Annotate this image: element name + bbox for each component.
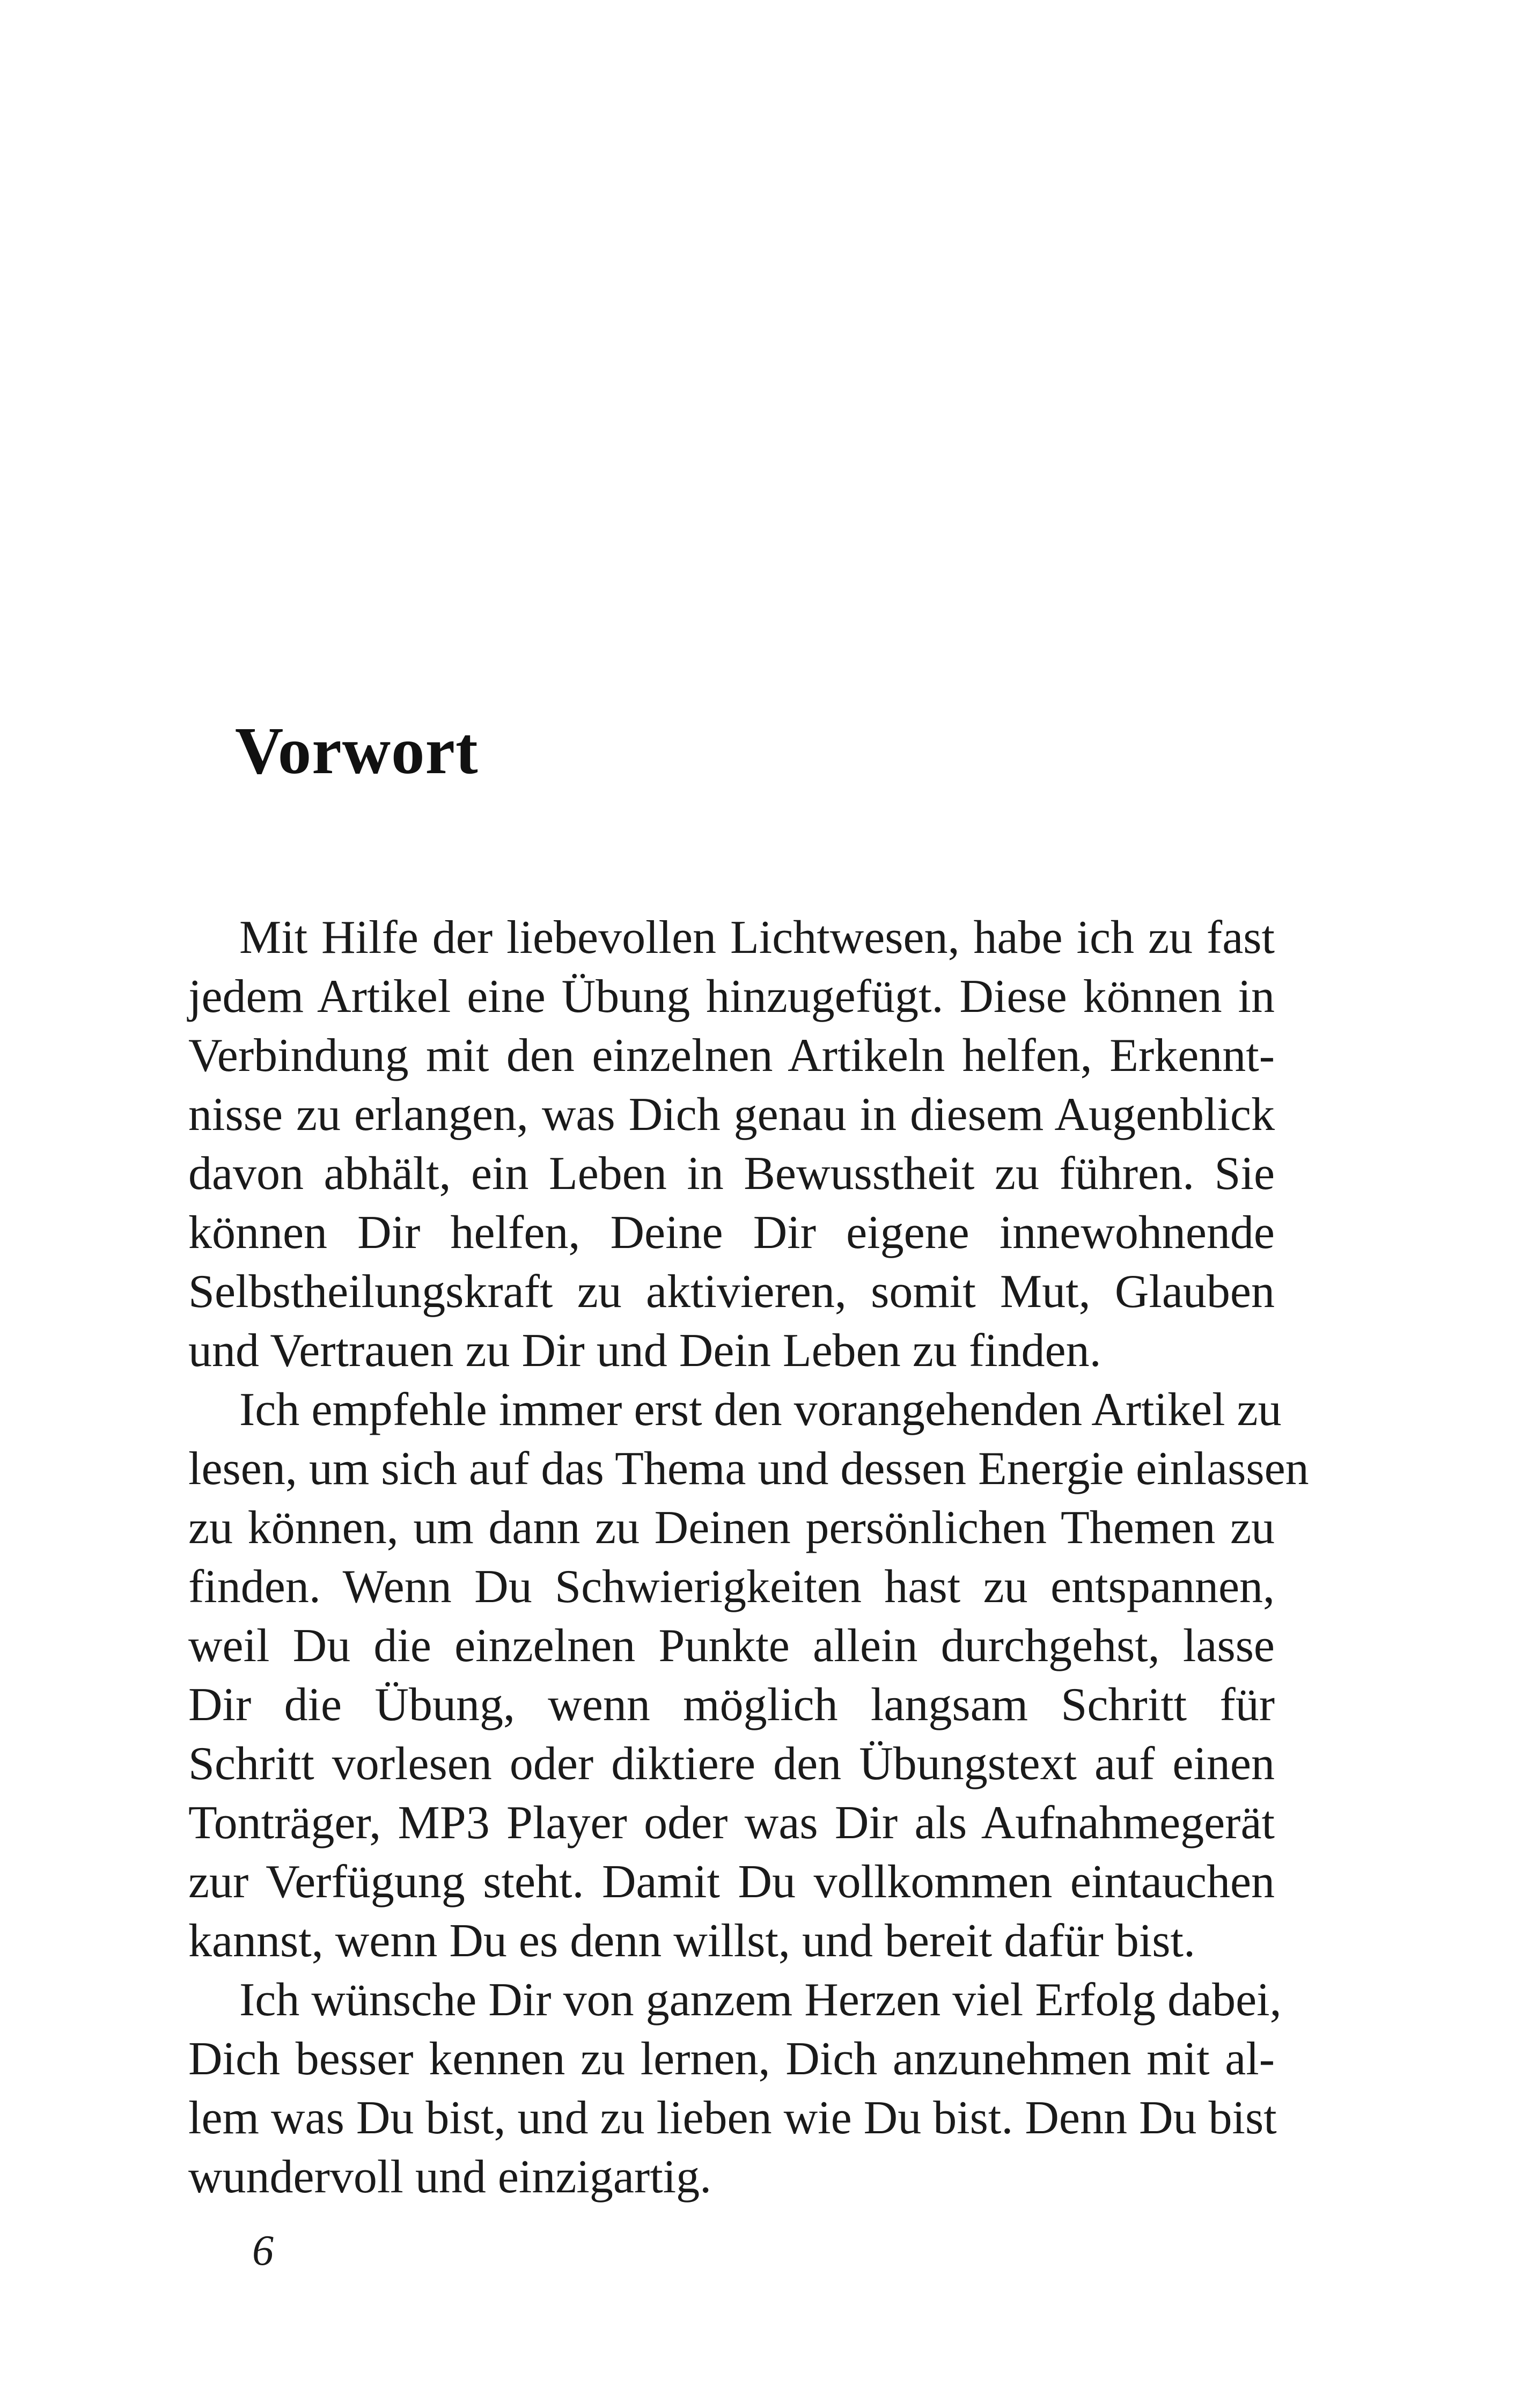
paragraph-line: Schritt vorlesen oder diktiere den Übungstext auf einen bbox=[188, 1738, 1275, 1790]
paragraph-line: zu können, um dann zu Deinen persönlichen Themen zu bbox=[188, 1502, 1275, 1554]
paragraph-line: zur Verfügung steht. Damit Du vollkommen eintauchen bbox=[188, 1856, 1275, 1908]
paragraph-line: Tonträger, MP3 Player oder was Dir als Aufnahmegerät bbox=[188, 1797, 1275, 1849]
paragraph-line: davon abhält, ein Leben in Bewusstheit zu führen. Sie bbox=[188, 1148, 1275, 1200]
paragraph-line: können Dir helfen, Deine Dir eigene innewohnende bbox=[188, 1207, 1275, 1259]
paragraph-line: Dich besser kennen zu lernen, Dich anzunehmen mit al- bbox=[188, 2033, 1275, 2085]
paragraph-line: Mit Hilfe der liebevollen Lichtwesen, habe ich zu fast bbox=[239, 912, 1275, 964]
paragraph-line: finden. Wenn Du Schwierigkeiten hast zu entspannen, bbox=[188, 1561, 1275, 1613]
chapter-title: Vorwort bbox=[235, 714, 479, 788]
paragraph-line: Verbindung mit den einzelnen Artikeln helfen, Erkennt- bbox=[188, 1030, 1275, 1082]
paragraph-line: lem was Du bist, und zu lieben wie Du bist. Denn Du bist bbox=[188, 2092, 1277, 2144]
paragraph-line: lesen, um sich auf das Thema und dessen Energie einlassen bbox=[188, 1443, 1309, 1495]
paragraph-line: Selbstheilungskraft zu aktivieren, somit Mut, Glauben bbox=[188, 1266, 1275, 1318]
paragraph-line: Ich empfehle immer erst den vorangehenden Artikel zu bbox=[239, 1384, 1282, 1436]
paragraph-line: kannst, wenn Du es denn willst, und bereit dafür bist. bbox=[188, 1915, 1196, 1967]
paragraph-line: Ich wünsche Dir von ganzem Herzen viel Erfolg dabei, bbox=[239, 1974, 1282, 2026]
paragraph-line: nisse zu erlangen, was Dich genau in diesem Augenblick bbox=[188, 1089, 1275, 1141]
paragraph-line: Dir die Übung, wenn möglich langsam Schritt für bbox=[188, 1679, 1275, 1731]
page-number: 6 bbox=[252, 2227, 274, 2274]
paragraph-line: jedem Artikel eine Übung hinzugefügt. Diese können in bbox=[188, 971, 1275, 1023]
paragraph-line: weil Du die einzelnen Punkte allein durchgehst, lasse bbox=[188, 1620, 1275, 1672]
paragraph-line: und Vertrauen zu Dir und Dein Leben zu finden. bbox=[188, 1325, 1101, 1377]
paragraph-line: wundervoll und einzigartig. bbox=[188, 2151, 712, 2203]
